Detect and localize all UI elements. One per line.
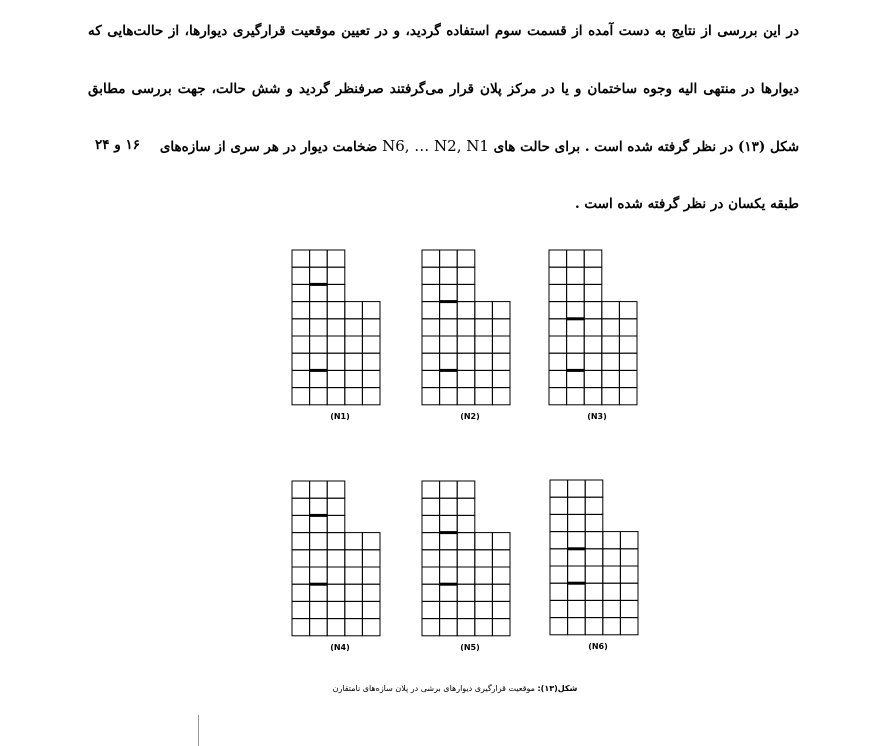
grid-cell [362,550,380,567]
grid-cell [457,370,475,387]
grid-cell [457,250,475,267]
page-margin-line [198,715,199,746]
grid-cell [475,533,493,550]
grid-cell [457,353,475,370]
grid-cell [620,566,638,583]
grid-cell [292,619,310,636]
grid-cell [422,370,440,387]
grid-cell [422,319,440,336]
grid-cell [550,618,568,635]
grid-cell [602,388,620,405]
paragraph-line-3-part-a: شکل (۱۳) در نظر گرفته شده است . برای حالت های [493,139,799,155]
grid-cell [585,566,603,583]
grid-cell [584,370,602,387]
grid-cell [292,388,310,405]
grid-cell [475,302,493,319]
grid-cell [440,481,458,498]
paragraph-line-4: طبقه یکسان در نظر گرفته شده است . [574,196,799,212]
grid-cell [584,319,602,336]
grid-cell [440,319,458,336]
grid-cell [327,353,345,370]
grid-cell [603,583,621,600]
grid-cell [310,567,328,584]
grid-cell [422,533,440,550]
grid-cell [345,619,363,636]
grid-cell [457,302,475,319]
grid-cell [292,250,310,267]
grid-cell [310,284,328,301]
grid-cell [327,601,345,618]
figure-label: (N2) [460,412,480,421]
grid-cell [567,319,585,336]
grid-cell [292,550,310,567]
grid-cell [345,353,363,370]
grid-cell [362,601,380,618]
grid-cell [327,533,345,550]
grid-cell [327,498,345,515]
grid-cell [457,319,475,336]
grid-cell [327,567,345,584]
grid-cell [292,515,310,532]
plan-grid [548,249,638,406]
grid-cell [602,302,620,319]
grid-cell [440,388,458,405]
grid-cell [422,302,440,319]
grid-cell [310,250,328,267]
figure-label: (N3) [587,412,607,421]
grid-cell [292,284,310,301]
grid-cell [549,370,567,387]
grid-cell [310,584,328,601]
grid-cell [568,480,586,497]
grid-cell [620,583,638,600]
grid-cell [457,267,475,284]
case-names: N6, … N2, N1 [382,137,489,155]
grid-cell [457,515,475,532]
figure-label: (N4) [330,643,350,652]
grid-cell [568,549,586,566]
plan-grid [291,249,381,406]
shear-wall [310,283,328,286]
grid-cell [292,370,310,387]
grid-cell [492,619,510,636]
grid-cell [457,284,475,301]
grid-cell [550,583,568,600]
grid-cell [362,584,380,601]
shear-wall [440,531,458,534]
grid-cell [568,497,586,514]
grid-cell [327,267,345,284]
grid-cell [457,601,475,618]
grid-cell [620,618,638,635]
grid-cell [549,267,567,284]
grid-cell [550,514,568,531]
grid-cell [585,618,603,635]
grid-cell [457,584,475,601]
grid-cell [327,584,345,601]
grid-cell [549,319,567,336]
grid-cell [362,567,380,584]
grid-cell [492,336,510,353]
grid-cell [310,302,328,319]
grid-cell [585,600,603,617]
grid-cell [475,319,493,336]
grid-cell [492,370,510,387]
plan-grid [421,249,511,406]
grid-cell [584,302,602,319]
grid-cell [457,481,475,498]
grid-cell [327,250,345,267]
grid-cell [327,388,345,405]
grid-cell [345,370,363,387]
grid-cell [619,370,637,387]
grid-cell [345,319,363,336]
grid-cell [422,515,440,532]
grid-cell [619,388,637,405]
grid-cell [422,284,440,301]
grid-cell [310,319,328,336]
grid-cell [292,601,310,618]
grid-cell [292,481,310,498]
shear-wall [440,583,458,586]
grid-cell [422,567,440,584]
grid-cell [362,319,380,336]
grid-cell [567,250,585,267]
grid-cell [568,514,586,531]
grid-cell [422,388,440,405]
grid-cell [550,549,568,566]
plan-figure-2 [421,249,511,406]
grid-cell [619,319,637,336]
grid-cell [310,370,328,387]
grid-cell [550,600,568,617]
grid-cell [327,370,345,387]
grid-cell [549,388,567,405]
grid-cell [440,515,458,532]
figure-label: (N6) [588,642,608,651]
story-numbers: ۱۶ و ۲۴ [95,137,140,153]
grid-cell [457,567,475,584]
grid-cell [327,284,345,301]
grid-cell [310,481,328,498]
grid-cell [440,267,458,284]
grid-cell [584,284,602,301]
grid-cell [620,549,638,566]
grid-cell [585,497,603,514]
grid-cell [345,601,363,618]
grid-cell [310,498,328,515]
grid-cell [345,336,363,353]
shear-wall [568,547,586,550]
grid-cell [292,336,310,353]
grid-cell [440,250,458,267]
grid-cell [492,353,510,370]
grid-cell [549,302,567,319]
grid-cell [422,336,440,353]
plan-grid [421,480,511,637]
grid-cell [585,549,603,566]
grid-cell [327,550,345,567]
grid-cell [422,550,440,567]
grid-cell [345,550,363,567]
grid-cell [584,336,602,353]
grid-cell [457,388,475,405]
grid-cell [440,336,458,353]
grid-cell [422,250,440,267]
grid-cell [440,567,458,584]
plan-figure-4 [291,480,381,637]
grid-cell [620,600,638,617]
grid-cell [440,370,458,387]
grid-cell [457,619,475,636]
grid-cell [422,353,440,370]
grid-cell [602,336,620,353]
grid-cell [475,584,493,601]
grid-cell [568,600,586,617]
grid-cell [602,353,620,370]
grid-cell [310,267,328,284]
grid-cell [362,353,380,370]
grid-cell [619,302,637,319]
shear-wall [567,317,585,320]
grid-cell [327,515,345,532]
plan-grid [549,479,639,636]
grid-cell [492,302,510,319]
grid-cell [475,388,493,405]
grid-cell [310,601,328,618]
grid-cell [440,550,458,567]
grid-cell [362,388,380,405]
grid-cell [422,601,440,618]
grid-cell [567,353,585,370]
shear-wall [310,514,328,517]
figure-label: (N5) [460,643,480,652]
grid-cell [492,550,510,567]
grid-cell [327,319,345,336]
grid-cell [310,388,328,405]
grid-cell [567,267,585,284]
grid-cell [440,584,458,601]
grid-cell [475,336,493,353]
grid-cell [492,567,510,584]
grid-cell [327,619,345,636]
grid-cell [345,302,363,319]
grid-cell [568,532,586,549]
grid-cell [568,566,586,583]
grid-cell [440,533,458,550]
grid-cell [584,250,602,267]
grid-cell [567,336,585,353]
grid-cell [440,498,458,515]
grid-cell [422,498,440,515]
grid-cell [345,388,363,405]
grid-cell [475,370,493,387]
grid-cell [327,302,345,319]
plan-figure-6 [549,479,639,636]
grid-cell [362,336,380,353]
grid-cell [292,498,310,515]
grid-cell [292,353,310,370]
grid-cell [619,353,637,370]
grid-cell [310,336,328,353]
grid-cell [549,353,567,370]
figure-caption [330,684,580,693]
paragraph-line-3 [159,137,799,156]
caption-text: موقعیت قرارگیری دیوارهای برشی در پلان سازه‌های نامتقارن [332,684,538,693]
grid-cell [422,481,440,498]
paragraph-line-2: دیوارها در منتهی الیه وجوه ساختمان و یا در مرکز پلان قرار می‌گرفتند صرفنظر گردید و شش حالت، جهت بررسی مطابق [88,81,799,97]
grid-cell [457,498,475,515]
plan-figure-1 [291,249,381,406]
grid-cell [585,480,603,497]
shear-wall [310,369,328,372]
grid-cell [492,584,510,601]
grid-cell [549,336,567,353]
grid-cell [457,533,475,550]
grid-cell [550,497,568,514]
shear-wall [568,582,586,585]
grid-cell [440,284,458,301]
grid-cell [457,550,475,567]
grid-cell [550,566,568,583]
grid-cell [603,566,621,583]
grid-cell [475,353,493,370]
grid-cell [292,533,310,550]
paragraph-line-3-part-b: ضخامت دیوار در هر سری از سازه‌های [159,139,378,155]
grid-cell [292,302,310,319]
grid-cell [585,514,603,531]
figure-label: (N1) [330,412,350,421]
grid-cell [603,532,621,549]
grid-cell [602,370,620,387]
grid-cell [310,533,328,550]
grid-cell [440,302,458,319]
shear-wall [440,300,458,303]
grid-cell [567,302,585,319]
grid-cell [292,267,310,284]
paragraph-line-1: در این بررسی از نتایج به دست آمده از قسمت سوم استفاده گردید، و در تعیین موقعیت قرارگیری دیوارها، از حالت‌هایی که [88,23,799,39]
grid-cell [422,619,440,636]
grid-cell [292,319,310,336]
plan-grid [291,480,381,637]
grid-cell [550,480,568,497]
grid-cell [475,567,493,584]
grid-cell [584,388,602,405]
grid-cell [567,284,585,301]
grid-cell [603,549,621,566]
grid-cell [457,336,475,353]
grid-cell [550,532,568,549]
grid-cell [327,336,345,353]
grid-cell [310,515,328,532]
grid-cell [585,532,603,549]
grid-cell [584,267,602,284]
grid-cell [602,319,620,336]
caption-prefix: شکل(۱۳): [537,684,578,693]
grid-cell [345,584,363,601]
grid-cell [585,583,603,600]
grid-cell [603,600,621,617]
grid-cell [422,584,440,601]
grid-cell [422,267,440,284]
grid-cell [475,619,493,636]
grid-cell [492,388,510,405]
grid-cell [310,550,328,567]
grid-cell [620,532,638,549]
grid-cell [567,370,585,387]
shear-wall [567,369,585,372]
grid-cell [345,567,363,584]
grid-cell [362,533,380,550]
grid-cell [492,533,510,550]
grid-cell [584,353,602,370]
grid-cell [549,250,567,267]
grid-cell [362,302,380,319]
grid-cell [492,601,510,618]
grid-cell [440,601,458,618]
grid-cell [327,481,345,498]
grid-cell [619,336,637,353]
grid-cell [568,583,586,600]
grid-cell [292,584,310,601]
grid-cell [603,618,621,635]
grid-cell [440,353,458,370]
shear-wall [310,583,328,586]
grid-cell [567,388,585,405]
grid-cell [475,550,493,567]
grid-cell [440,619,458,636]
grid-cell [549,284,567,301]
grid-cell [362,619,380,636]
grid-cell [475,601,493,618]
grid-cell [292,567,310,584]
plan-figure-5 [421,480,511,637]
grid-cell [310,353,328,370]
grid-cell [345,533,363,550]
grid-cell [362,370,380,387]
shear-wall [440,369,458,372]
grid-cell [310,619,328,636]
grid-cell [568,618,586,635]
plan-figure-3 [548,249,638,406]
grid-cell [492,319,510,336]
